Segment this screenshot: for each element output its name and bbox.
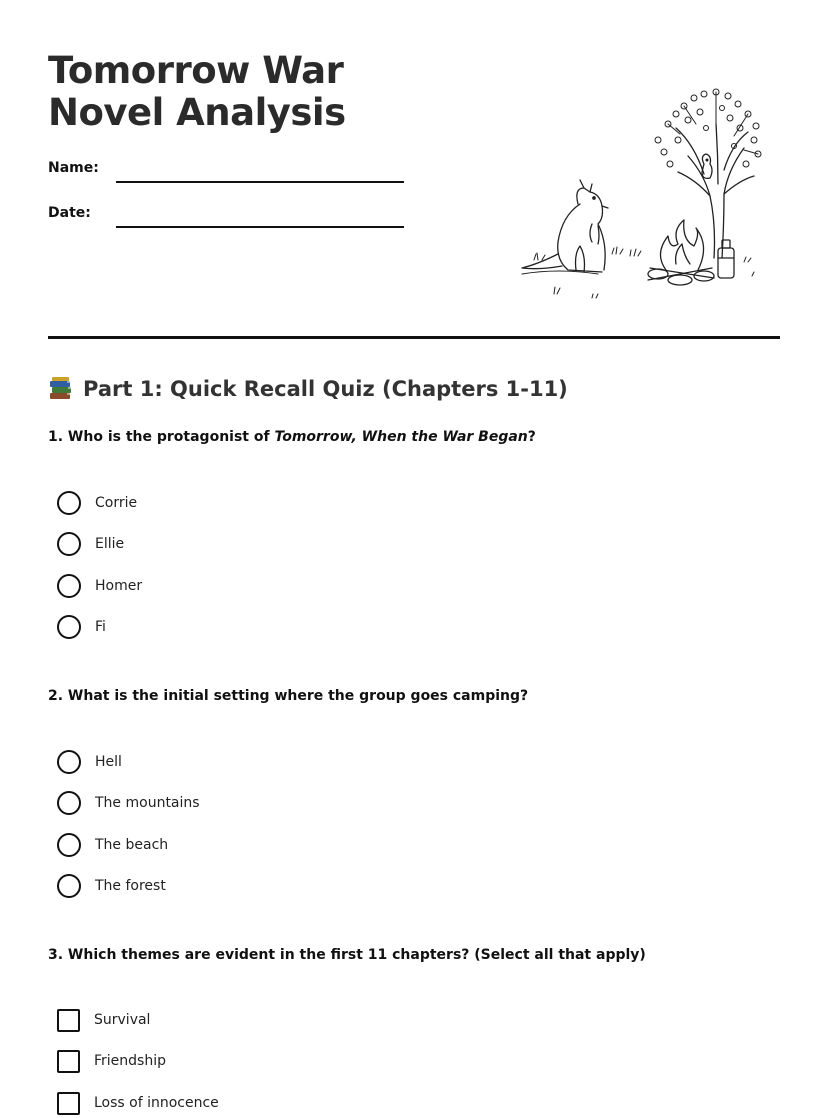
- checkbox[interactable]: [57, 1050, 80, 1073]
- option-label: Friendship: [94, 1053, 166, 1069]
- question-1-prefix: 1. Who is the protagonist of: [48, 429, 275, 445]
- page-title: Tomorrow War Novel Analysis: [48, 49, 346, 134]
- question-1: [48, 429, 536, 445]
- option-label: Homer: [95, 578, 143, 594]
- option-label: The forest: [95, 878, 166, 894]
- water-bottle-icon: [718, 240, 734, 278]
- date-label: Date:: [48, 205, 91, 221]
- q1-option[interactable]: [57, 531, 124, 557]
- q2-option[interactable]: [57, 749, 122, 775]
- section-title: Part 1: Quick Recall Quiz (Chapters 1-11): [83, 377, 568, 401]
- section-heading: [48, 374, 568, 404]
- q2-option[interactable]: [57, 873, 166, 899]
- option-label: Ellie: [95, 536, 125, 552]
- bush-scene-illustration: [518, 84, 766, 306]
- option-label: Fi: [95, 619, 106, 635]
- radio-button[interactable]: [57, 833, 81, 857]
- question-3: 3. Which themes are evident in the first 11 chapters? (Select all that apply): [48, 947, 646, 963]
- q3-option[interactable]: [57, 1007, 150, 1033]
- book-title: Tomorrow, When the War Began: [274, 429, 528, 445]
- tree-icon: [655, 89, 761, 258]
- radio-button[interactable]: [57, 874, 81, 898]
- option-label: The beach: [95, 837, 169, 853]
- radio-button[interactable]: [57, 532, 81, 556]
- checkbox[interactable]: [57, 1092, 80, 1115]
- radio-button[interactable]: [57, 615, 81, 639]
- name-field[interactable]: [48, 160, 408, 190]
- q1-option[interactable]: [57, 573, 142, 599]
- q1-option[interactable]: [57, 490, 137, 516]
- q1-option[interactable]: [57, 614, 106, 640]
- question-2: 2. What is the initial setting where the group goes camping?: [48, 688, 529, 704]
- books-icon: [48, 376, 74, 402]
- checkbox[interactable]: [57, 1009, 80, 1032]
- radio-button[interactable]: [57, 750, 81, 774]
- option-label: Corrie: [95, 495, 138, 511]
- radio-button[interactable]: [57, 574, 81, 598]
- q3-option[interactable]: [57, 1090, 219, 1116]
- section-divider: [48, 336, 780, 339]
- question-1-suffix: ?: [527, 429, 536, 445]
- campfire-icon: [648, 220, 714, 285]
- q3-option[interactable]: [57, 1048, 166, 1074]
- date-input-line[interactable]: [116, 226, 404, 228]
- radio-button[interactable]: [57, 491, 81, 515]
- option-label: The mountains: [95, 795, 200, 811]
- date-field[interactable]: [48, 205, 408, 235]
- name-label: Name:: [48, 160, 99, 176]
- q2-option[interactable]: [57, 790, 200, 816]
- option-label: Survival: [94, 1012, 151, 1028]
- option-label: Hell: [95, 754, 122, 770]
- q2-option[interactable]: [57, 832, 168, 858]
- name-input-line[interactable]: [116, 181, 404, 183]
- option-label: Loss of innocence: [94, 1095, 219, 1111]
- radio-button[interactable]: [57, 791, 81, 815]
